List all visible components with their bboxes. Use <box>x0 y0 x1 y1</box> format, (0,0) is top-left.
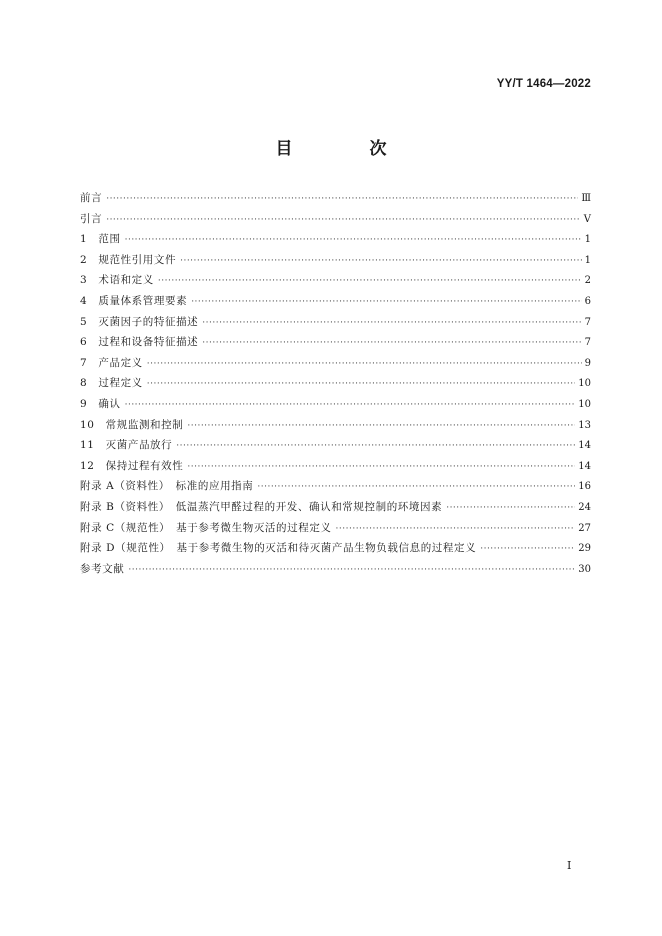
toc-leader-dots <box>187 416 575 437</box>
toc-leader-dots <box>147 354 582 375</box>
toc-entry-page: 1 <box>584 234 591 246</box>
toc-entry-introduction[interactable] <box>80 209 591 230</box>
toc-entry-appendix-d[interactable] <box>80 538 591 559</box>
toc-entry-page: 10 <box>578 398 591 410</box>
toc-entry-label: 6 过程和设备特征描述 <box>80 336 199 349</box>
toc-leader-dots <box>480 539 575 560</box>
toc-leader-dots <box>106 189 578 210</box>
toc-entry-9[interactable] <box>80 394 591 415</box>
toc-entry-8[interactable] <box>80 373 591 394</box>
toc-entry-label: 12 保持过程有效性 <box>80 459 184 472</box>
toc-entry-3[interactable] <box>80 270 591 291</box>
toc-entry-label: 附录 D（规范性） 基于参考微生物的灭活和待灭菌产品生物负载信息的过程定义 <box>80 542 477 555</box>
toc-entry-page: 7 <box>584 316 591 328</box>
toc-entry-5[interactable] <box>80 312 591 333</box>
toc-entry-label: 附录 B（资料性） 低温蒸汽甲醛过程的开发、确认和常规控制的环境因素 <box>80 500 443 513</box>
toc-entry-appendix-b[interactable] <box>80 497 591 518</box>
toc-entry-page: 9 <box>584 357 591 369</box>
toc-entry-label: 前言 <box>80 192 103 204</box>
toc-entry-page: 14 <box>578 440 591 452</box>
toc-entry-references[interactable] <box>80 559 591 580</box>
page-number: Ⅰ <box>567 859 572 872</box>
toc-entry-page: 27 <box>578 522 591 534</box>
toc-entry-2[interactable] <box>80 250 591 271</box>
toc-leader-dots <box>128 560 575 581</box>
toc-leader-dots <box>158 271 582 292</box>
toc-entry-label: 7 产品定义 <box>80 356 143 369</box>
page-title: 目 次 <box>275 139 417 159</box>
toc-leader-dots <box>202 333 581 354</box>
toc-leader-dots <box>176 436 575 457</box>
toc-entry-page: 30 <box>578 563 591 575</box>
toc-entry-page: 10 <box>578 378 591 390</box>
toc-entry-10[interactable] <box>80 415 591 436</box>
toc-entry-label: 1 范围 <box>80 233 121 246</box>
toc-leader-dots <box>202 313 581 334</box>
toc-entry-label: 8 过程定义 <box>80 377 143 390</box>
toc-entry-label: 5 灭菌因子的特征描述 <box>80 315 199 328</box>
toc-entry-label: 附录 A（资料性） 标准的应用指南 <box>80 480 254 493</box>
toc-entry-appendix-c[interactable] <box>80 518 591 539</box>
toc-entry-label: 引言 <box>80 212 103 225</box>
toc-leader-dots <box>147 374 575 395</box>
toc-entry-1[interactable] <box>80 229 591 250</box>
toc-entry-label: 10 常规监测和控制 <box>80 418 184 431</box>
toc-entry-page: 16 <box>578 481 591 493</box>
table-of-contents <box>80 188 591 579</box>
toc-leader-dots <box>125 395 576 416</box>
toc-entry-appendix-a[interactable] <box>80 476 591 497</box>
standard-number: YY/T 1464—2022 <box>496 78 591 90</box>
toc-entry-page: Ⅴ <box>583 213 591 225</box>
toc-entry-6[interactable] <box>80 332 591 353</box>
toc-entry-page: 6 <box>584 295 591 307</box>
toc-entry-page: 24 <box>578 501 591 513</box>
toc-leader-dots <box>125 230 582 251</box>
toc-entry-label: 参考文献 <box>80 562 125 575</box>
toc-leader-dots <box>180 251 582 272</box>
toc-entry-page: 7 <box>584 337 591 349</box>
toc-entry-label: 11 灭菌产品放行 <box>80 439 173 452</box>
toc-entry-label: 3 术语和定义 <box>80 274 154 287</box>
toc-entry-label: 4 质量体系管理要素 <box>80 294 188 307</box>
toc-entry-page: Ⅲ <box>581 193 591 204</box>
toc-entry-label: 附录 C（规范性） 基于参考微生物灭活的过程定义 <box>80 521 332 534</box>
toc-entry-page: 14 <box>578 460 591 472</box>
toc-leader-dots <box>187 457 575 478</box>
toc-entry-page: 13 <box>578 419 591 431</box>
toc-entry-label: 9 确认 <box>80 397 121 410</box>
toc-entry-4[interactable] <box>80 291 591 312</box>
toc-entry-11[interactable] <box>80 435 591 456</box>
toc-leader-dots <box>257 477 575 498</box>
toc-leader-dots <box>446 498 575 519</box>
toc-leader-dots <box>106 210 581 231</box>
toc-leader-dots <box>336 519 576 540</box>
toc-entry-page: 2 <box>584 275 591 287</box>
toc-entry-7[interactable] <box>80 353 591 374</box>
toc-entry-preface[interactable] <box>80 188 591 209</box>
toc-entry-page: 29 <box>578 543 591 555</box>
toc-leader-dots <box>191 292 581 313</box>
toc-entry-12[interactable] <box>80 456 591 477</box>
toc-entry-page: 1 <box>584 254 591 266</box>
toc-entry-label: 2 规范性引用文件 <box>80 253 177 266</box>
